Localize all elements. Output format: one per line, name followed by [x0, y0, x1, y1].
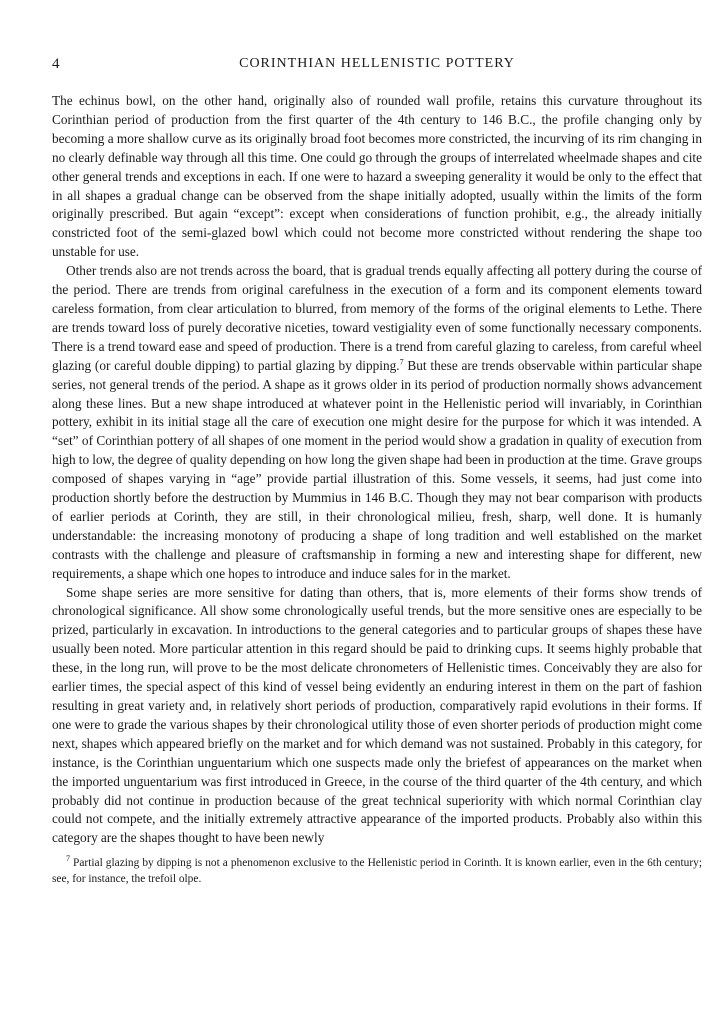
page-number: 4	[52, 56, 61, 72]
footnotes	[52, 856, 702, 887]
body-text	[52, 92, 702, 848]
paragraph-2	[52, 262, 702, 583]
footnote-reference[interactable]: 7	[399, 357, 404, 367]
page	[52, 56, 702, 887]
paragraph-1: The echinus bowl, on the other hand, originally also of rounded wall profile, retains this curvature throughout its Corinthian period of production from the first quarter of the 4th century to 146 B.C., the profile changing only by becoming a more shallow curve as its originally broad foot becomes more constricted, the incurving of its rim changing in no clearly definable way through all this time. One could go through the groups of interrelated wheelmade shapes and cite other general trends and exceptions in each. If one were to hazard a sweeping generality it would be only to the effect that in all shapes a gradual change can be observed from the shape initially adopted, usually within the limits of the form originally prescribed. But again “except”: except when considerations of function prohibit, e.g., the already initially constricted foot of the semi-glazed bowl which could not become more constricted without rendering the shape too unstable for use.	[52, 93, 702, 260]
footnote-text: Partial glazing by dipping is not a phenomenon exclusive to the Hellenistic period in Corinth. It is known earlier, even in the 6th century; see, for instance, the trefoil olpe.	[52, 857, 702, 885]
footnote-marker: 7	[66, 854, 70, 864]
paragraph-3: Some shape series are more sensitive for dating than others, that is, more elements of their forms show trends of chronological significance. All show some chronologically useful trends, but the more sensitive ones are especially to be prized, particularly in excavation. In introductions to the general categories and to particular groups of shapes these have usually been noted. More particular attention in this regard should be paid to drinking cups. It seems highly probable that these, in the long run, will prove to be the most delicate chronometers of Hellenistic times. Conceivably they are also for earlier times, the special aspect of this kind of vessel being evidently an enduring interest in them on the part of fashion resulting in great variety and, in relatively short periods of production, comparatively rapid evolutions in their forms. If one were to grade the various shapes by their chronological utility those of even shorter periods of production might come next, shapes which appeared briefly on the market and for which demand was not sustained. Probably in this category, for instance, is the Corinthian unguentarium which one suspects made only the briefest of appearances on the market when the imported unguentarium was first introduced in Greece, in the course of the third quarter of the 4th century, and which probably did not continue in production because of the great technical superiority with which normal Corinthian clay could not compete, and the initially extremely attractive appearance of the imported products. Probably also within this category are the shapes thought to have been newly	[52, 584, 702, 846]
page-header	[52, 56, 702, 80]
footnote-7	[52, 856, 702, 887]
paragraph-2-text-b: But these are trends observable within particular shape series, not general trends of the period. A shape as it grows older in its period of production normally shows advancement along these lines. But a new shape introduced at whatever point in the Hellenistic period will invariably, in Corinthian pottery, exhibit in its initial stage all the care of execution one might desire for the purpose for which it was intended. A “set” of Corinthian pottery of all shapes of one moment in the period would show a gradation in quality of execution from high to low, the degree of quality depending on how long the given shape had been in production at the time. Grave groups composed of shapes varying in “age” provide partial illustration of this. Some vessels, it seems, had just come into production shortly before the destruction by Mummius in 146 B.C. Though they may not bear comparison with products of earlier periods at Corinth, they are still, in their chronological milieu, fresh, sharp, well done. It is humanly understandable: the increasing monotony of producing a shape of long tradition and well established on the market contrasts with the challenge and pleasure of craftsmanship in forming a new and interesting shape for different, new requirements, a shape which one hopes to introduce and induce sales for in the market.	[52, 357, 702, 581]
running-head: CORINTHIAN HELLENISTIC POTTERY	[239, 56, 515, 71]
paragraph-2-text-a: Other trends also are not trends across the board, that is gradual trends equally affecting all pottery during the course of the period. There are trends from original carefulness in the execution of a form and its component elements toward careless formation, from clear articulation to blurred, from memory of the forms of the original elements to Lethe. There are trends toward loss of purely decorative niceties, toward vestigiality even of some functionally necessary components. There is a trend toward ease and speed of production. There is a trend from careful glazing to careless, from careful wheel glazing (or careful double dipping) to partial glazing by dipping.	[52, 263, 702, 373]
